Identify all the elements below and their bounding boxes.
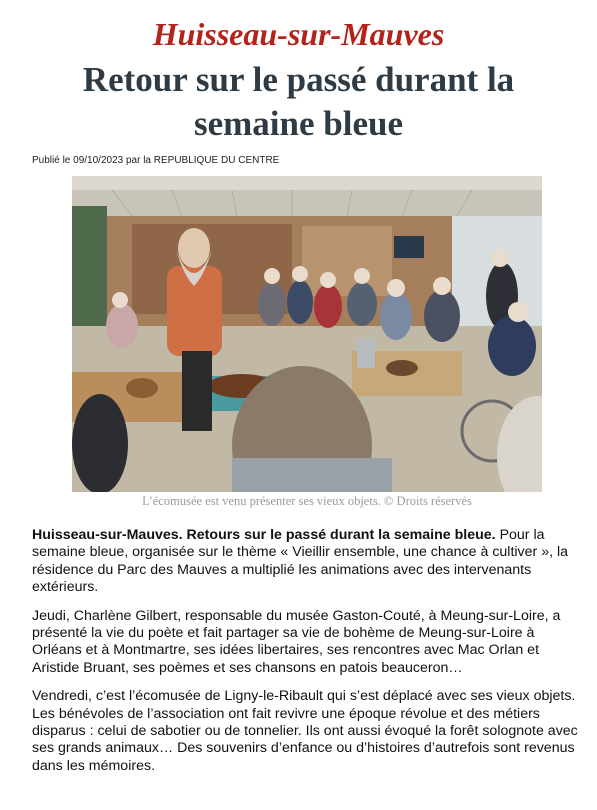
photo-caption: L’écomusée est venu présenter ses vieux objets. © Droits réservés (142, 494, 472, 508)
article-lead (32, 527, 580, 597)
lead-bold: Huisseau-sur-Mauves. Retours sur le passé durant la semaine bleue. (32, 527, 496, 543)
article-paragraph-2: Jeudi, Charlène Gilbert, responsable du musée Gaston-Couté, à Meung-sur-Loire, a présenté la vie du poète et fait partager sa vie de bohème de Meung-sur-Loire à Orléans et à Montmartre, ses idées libertaires, ses rencontres avec Mac Orlan et Aristide Bruant, ses poèmes et ses chansons en patois beauceron… (32, 607, 561, 676)
article-byline: Publié le 09/10/2023 par la REPUBLIQUE DU CENTRE (32, 155, 280, 166)
article-paragraph-3: Vendredi, c’est l’écomusée de Ligny-le-Ribault qui s’est déplacé avec ses vieux objets. Les bénévoles de l’association ont fait revivre une époque révolue et des métiers disparus : celui de sabotier ou de tonnelier. Ils ont aussi évoqué la forêt solognote avec ses grands animaux… Des souvenirs d’enfance ou d’histoires d’autrefois sont revenus dans les mémoires. (32, 688, 578, 774)
article-headline: Retour sur le passé durant la semaine bleue (82, 60, 515, 143)
article-photo (72, 176, 542, 492)
lead-rest: Pour la semaine bleue, organisée sur le thème « Vieillir ensemble, une chance à cultiver », la résidence du Parc des Mauves a multiplié les animations avec des intervenants extérieurs. (32, 527, 569, 596)
photo-illustration (72, 176, 542, 492)
article-body (32, 527, 580, 786)
location-kicker: Huisseau-sur-Mauves (152, 16, 445, 52)
